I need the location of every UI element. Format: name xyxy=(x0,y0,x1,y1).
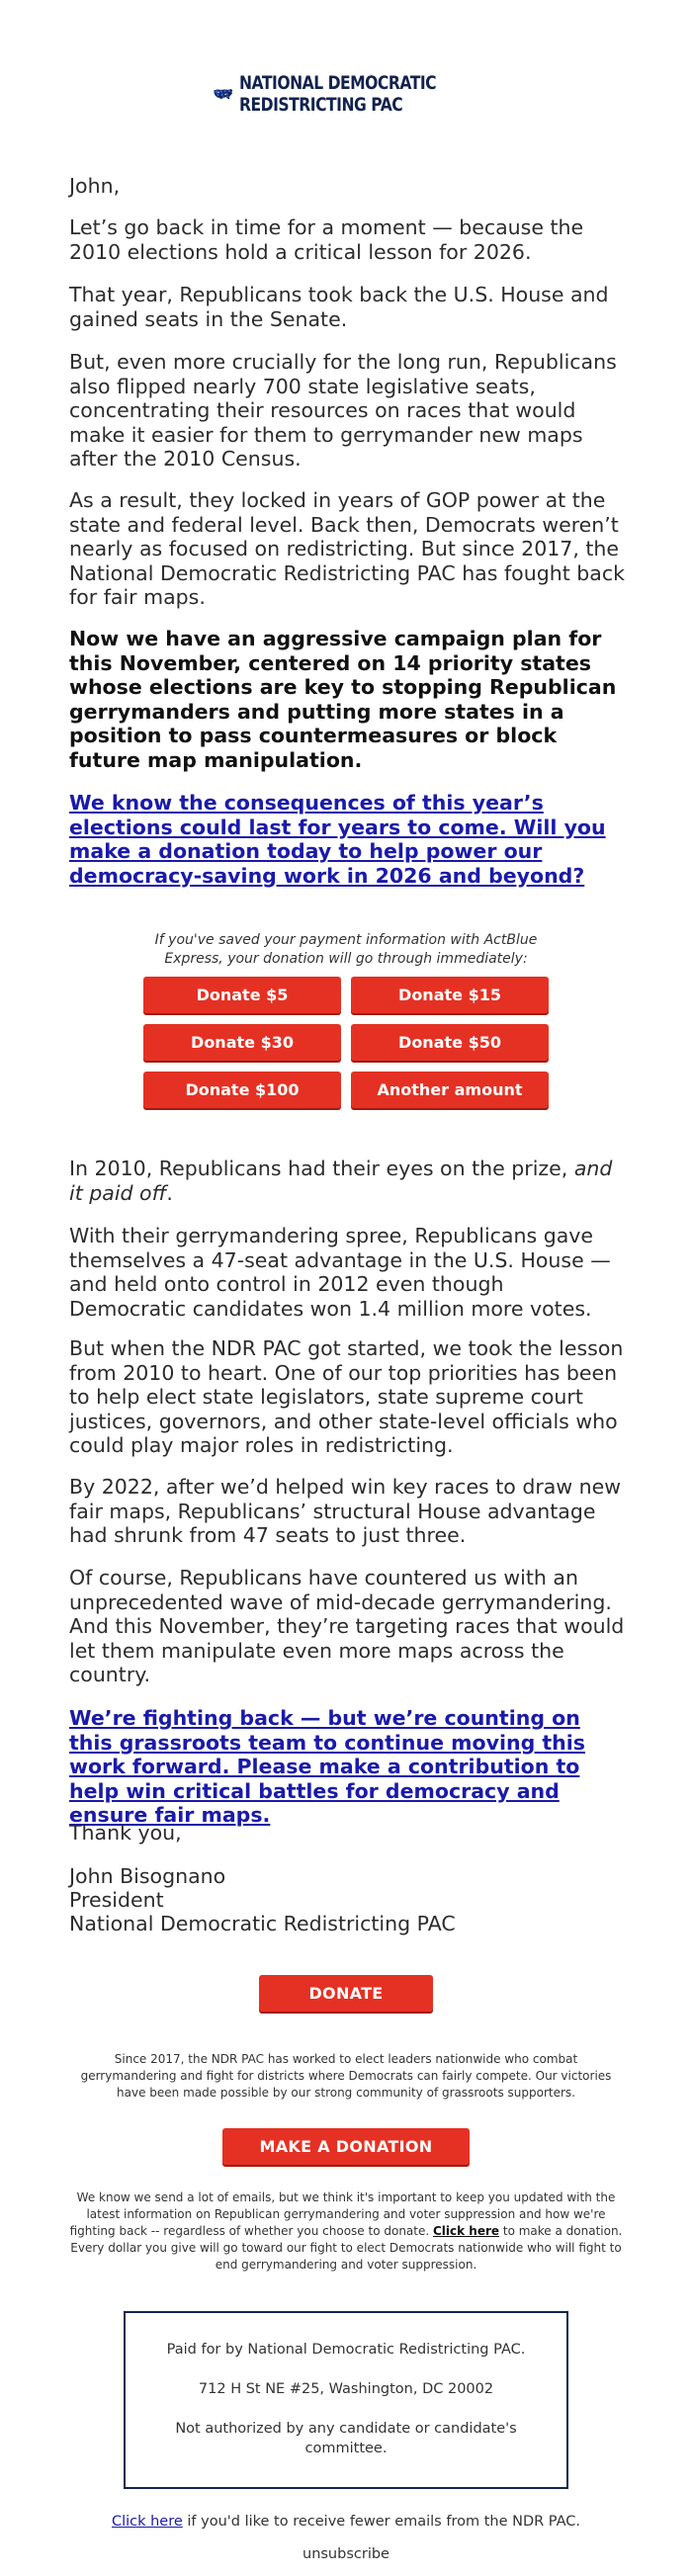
paragraph-5-bold: Now we have an aggressive campaign plan for this November, centered on 14 priority states whose elections are key to stopping Republican gerrymanders and putting more states in a position to pass countermeasures or block future map manipulation. xyxy=(69,627,617,772)
logo-text xyxy=(239,72,436,116)
paragraph-7-end: . xyxy=(166,1180,173,1205)
actblue-express-note: If you've saved your payment information with ActBlue Express, your donation will go through immediately: xyxy=(154,932,538,967)
donate-15-button[interactable]: Donate $15 xyxy=(351,977,549,1013)
donate-100-button[interactable]: Donate $100 xyxy=(143,1072,341,1108)
email-frequency-note xyxy=(69,2190,623,2274)
paid-for-text: Paid for by National Democratic Redistricting PAC. xyxy=(166,2342,526,2358)
donate-30-button[interactable]: Donate $30 xyxy=(143,1024,341,1061)
us-map-logo-icon xyxy=(213,63,233,125)
greeting: John, xyxy=(69,174,121,198)
paragraph-11: Of course, Republicans have countered us with an unprecedented wave of mid-decade gerrymandering. And this November, they’re targeting races that would let them manipulate even more maps across the country. xyxy=(69,1566,625,1686)
paragraph-7-start: In 2010, Republicans had their eyes on the prize, xyxy=(69,1157,574,1180)
about-ndr-pac: Since 2017, the NDR PAC has worked to elect leaders nationwide who combat gerrymandering and fight for districts where Democrats can fairly compete. Our victories have been made possible by our strong community of grassroots supporters. xyxy=(80,2052,612,2100)
fewer-emails-text: if you'd like to receive fewer emails from the NDR PAC. xyxy=(182,2514,581,2530)
donate-click-here-link[interactable]: Click here xyxy=(433,2224,500,2238)
contribution-appeal-link[interactable]: We’re fighting back — but we’re counting on this grassroots team to continue moving this work forward. Please make a contribution to help win critical battles for democracy and ensure fair maps. xyxy=(69,1706,585,1827)
signature-org: National Democratic Redistricting PAC xyxy=(69,1912,456,1935)
paragraph-8: With their gerrymandering spree, Republicans gave themselves a 47-seat advantage in the U.S. House — and held onto control in 2012 even though Democratic candidates won 1.4 million more votes. xyxy=(69,1224,611,1321)
paragraph-3: But, even more crucially for the long run, Republicans also flipped nearly 700 state legislative seats, concentrating their resources on races that would make it easier for them to gerrymander new maps after the 2010 Census. xyxy=(69,350,617,471)
donate-other-amount-button[interactable]: Another amount xyxy=(351,1072,549,1108)
signature-name: John Bisognano xyxy=(69,1864,226,1888)
paragraph-9: But when the NDR PAC got started, we took the lesson from 2010 to heart. One of our top priorities has been to help elect state legislators, state supreme court justices, governors, and other state-level officials who could play major roles in redistricting. xyxy=(69,1336,624,1457)
make-a-donation-button[interactable]: MAKE A DONATION xyxy=(222,2128,470,2165)
email-note-start: We know we send a lot of emails, but we think it's important to keep you updated with the latest information on Republican gerrymandering and voter suppression and how we're fighting back -- regardless of whether you choose to donate. xyxy=(69,2190,616,2238)
donate-appeal-link[interactable]: We know the consequences of this year’s elections could last for years to come. Will you make a donation today to help power our democracy-saving work in 2026 and beyond? xyxy=(69,791,606,888)
signoff: Thank you, xyxy=(69,1821,182,1845)
donate-50-button[interactable]: Donate $50 xyxy=(351,1024,549,1061)
unsubscribe-link[interactable]: unsubscribe xyxy=(303,2546,389,2562)
fewer-emails-line xyxy=(69,2514,623,2530)
paid-for-disclaimer-box xyxy=(124,2311,568,2489)
donate-5-button[interactable]: Donate $5 xyxy=(143,977,341,1013)
paragraph-7 xyxy=(69,1157,625,1205)
signature-title: President xyxy=(69,1888,164,1912)
not-authorized-text: Not authorized by any candidate or candidate's committee. xyxy=(175,2421,517,2456)
paragraph-2: That year, Republicans took back the U.S. House and gained seats in the Senate. xyxy=(69,283,609,331)
paragraph-7-emphasis: and it paid off xyxy=(69,1157,613,1205)
fewer-emails-link[interactable]: Click here xyxy=(111,2514,183,2530)
ndr-pac-logo[interactable] xyxy=(213,63,479,125)
email-note-end: to make a donation. Every dollar you give will go toward our fight to elect Democrats nationwide who will fight to end gerrymandering and voter suppression. xyxy=(70,2224,623,2272)
paragraph-4: As a result, they locked in years of GOP power at the state and federal level. Back then, Democrats weren’t nearly as focused on redistricting. But since 2017, the National Democratic Redistricting PAC has fought back for fair maps. xyxy=(69,488,625,609)
logo-line-2: REDISTRICTING PAC xyxy=(239,94,403,116)
address-text: 712 H St NE #25, Washington, DC 20002 xyxy=(198,2381,494,2397)
logo-line-1: NATIONAL DEMOCRATIC xyxy=(239,72,437,94)
donate-button[interactable]: DONATE xyxy=(259,1975,433,2012)
paragraph-1: Let’s go back in time for a moment — because the 2010 elections hold a critical lesson for 2026. xyxy=(69,215,584,264)
paragraph-10: By 2022, after we’d helped win key races to draw new fair maps, Republicans’ structural House advantage had shrunk from 47 seats to just three. xyxy=(69,1475,622,1547)
